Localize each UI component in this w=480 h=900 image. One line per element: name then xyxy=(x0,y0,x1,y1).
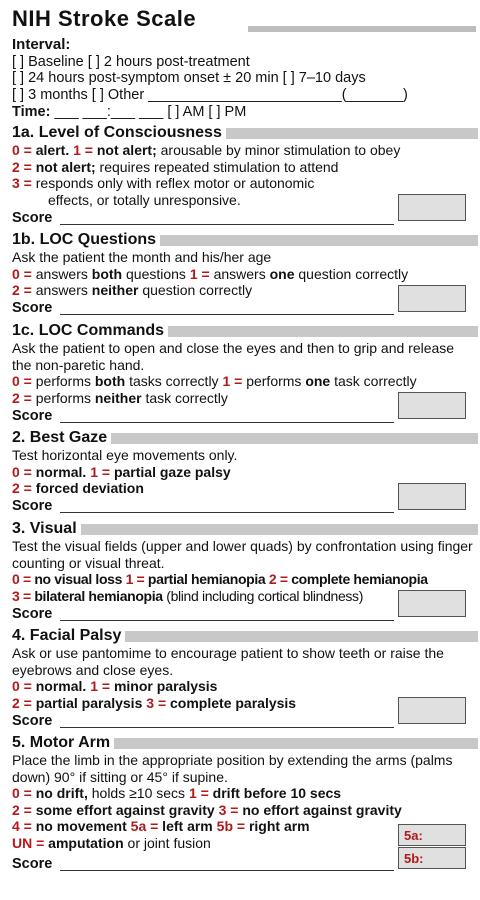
option-line: 2 = not alert; requires repeated stimulation to attend xyxy=(12,158,339,175)
page-title: NIH Stroke Scale xyxy=(12,6,197,31)
section-instructions: Ask or use pantomime to encourage patient to show teeth or raise the eyebrows and close eyes. xyxy=(12,645,444,678)
score-label: Score xyxy=(12,856,53,872)
option-line: effects, or totally unresponsive. xyxy=(48,191,241,208)
score-box-2[interactable] xyxy=(398,483,466,510)
section-instructions: Ask the patient the month and his/her age xyxy=(12,249,272,265)
score-box-5a[interactable]: 5a: xyxy=(398,824,466,846)
interval-option-line1[interactable]: [ ] Baseline [ ] 2 hours post-treatment xyxy=(12,53,250,70)
score-box-1a[interactable] xyxy=(398,194,466,221)
score-box-5b[interactable]: 5b: xyxy=(398,847,466,869)
score-label: Score xyxy=(12,606,53,622)
title-rule xyxy=(248,26,476,32)
section-5-motor-arm xyxy=(12,734,478,872)
section-3-visual xyxy=(12,520,478,622)
section-title: 2. Best Gaze xyxy=(12,429,111,447)
section-instructions: Test the visual fields (upper and lower quads) by confrontation using finger counting or visual threat. xyxy=(12,538,473,571)
option-line: 4 = no movement 5a = left arm 5b = right arm xyxy=(12,818,310,834)
score-box-4[interactable] xyxy=(398,697,466,724)
option-line: 0 = performs both tasks correctly 1 = performs one task correctly xyxy=(12,373,417,389)
section-title: 4. Facial Palsy xyxy=(12,627,125,645)
section-1a-level-of-consciousness xyxy=(12,124,478,226)
score-label: Score xyxy=(12,210,53,226)
interval-option-line2[interactable]: [ ] 24 hours post-symptom onset ± 20 min [ ] 7–10 days xyxy=(12,70,366,87)
section-title: 1b. LOC Questions xyxy=(12,231,160,249)
option-line: 2 = forced deviation xyxy=(12,480,144,496)
score-label: Score xyxy=(12,713,53,729)
section-2-best-gaze xyxy=(12,429,478,514)
score-line xyxy=(60,314,394,315)
option-line: 0 = no visual loss 1 = partial hemianopia 2 = complete hemianopia xyxy=(12,571,428,587)
option-line: 3 = responds only with reflex motor or autonomic xyxy=(12,175,315,191)
option-line: 0 = answers both questions 1 = answers one question correctly xyxy=(12,265,409,282)
score-box-1b[interactable] xyxy=(398,285,466,312)
interval-block xyxy=(12,37,474,103)
section-title: 1c. LOC Commands xyxy=(12,322,168,340)
score-box-3[interactable] xyxy=(398,590,466,617)
option-line: 3 = bilateral hemianopia (blind including cortical blindness) xyxy=(12,587,364,604)
option-line: 2 = answers neither question correctly xyxy=(12,282,253,298)
option-line: UN = amputation or joint fusion xyxy=(12,834,211,851)
section-title: 3. Visual xyxy=(12,520,81,538)
time-block xyxy=(12,104,474,120)
time-label: Time: xyxy=(12,104,51,120)
option-line: 0 = normal. 1 = minor paralysis xyxy=(12,678,218,694)
option-line: 0 = normal. 1 = partial gaze palsy xyxy=(12,463,231,480)
option-line: 2 = partial paralysis 3 = complete paralysis xyxy=(12,694,297,711)
section-title: 5. Motor Arm xyxy=(12,734,114,752)
section-instructions: Test horizontal eye movements only. xyxy=(12,447,238,463)
score-line xyxy=(60,870,394,871)
score-line xyxy=(60,512,394,513)
score-label: Score xyxy=(12,408,53,424)
interval-label: Interval: xyxy=(12,36,71,53)
interval-option-line3[interactable]: [ ] 3 months [ ] Other ________________________(_______) xyxy=(12,86,408,103)
section-title: 1a. Level of Consciousness xyxy=(12,124,226,142)
section-1b-loc-questions xyxy=(12,231,478,316)
section-4-facial-palsy xyxy=(12,627,478,729)
section-instructions: Place the limb in the appropriate position by extending the arms (palms down) 90° if sitting or 45° if supine. xyxy=(12,752,453,785)
section-instructions: Ask the patient to open and close the eyes and then to grip and release the non-paretic hand. xyxy=(12,340,455,373)
time-field[interactable]: ___ ___:___ ___ [ ] AM [ ] PM xyxy=(50,104,247,120)
score-label: Score xyxy=(12,300,53,316)
option-line: 0 = no drift, holds ≥10 secs 1 = drift before 10 secs xyxy=(12,785,342,801)
score-line xyxy=(60,620,394,621)
score-line xyxy=(60,727,394,728)
score-box-1c[interactable] xyxy=(398,392,466,419)
option-line: 0 = alert. 1 = not alert; arousable by minor stimulation to obey xyxy=(12,142,401,158)
score-line xyxy=(60,422,394,423)
section-1c-loc-commands xyxy=(12,322,478,424)
option-line: 2 = some effort against gravity 3 = no effort against gravity xyxy=(12,801,402,818)
score-line xyxy=(60,224,394,225)
option-line: 2 = performs neither task correctly xyxy=(12,389,228,406)
score-label: Score xyxy=(12,498,53,514)
